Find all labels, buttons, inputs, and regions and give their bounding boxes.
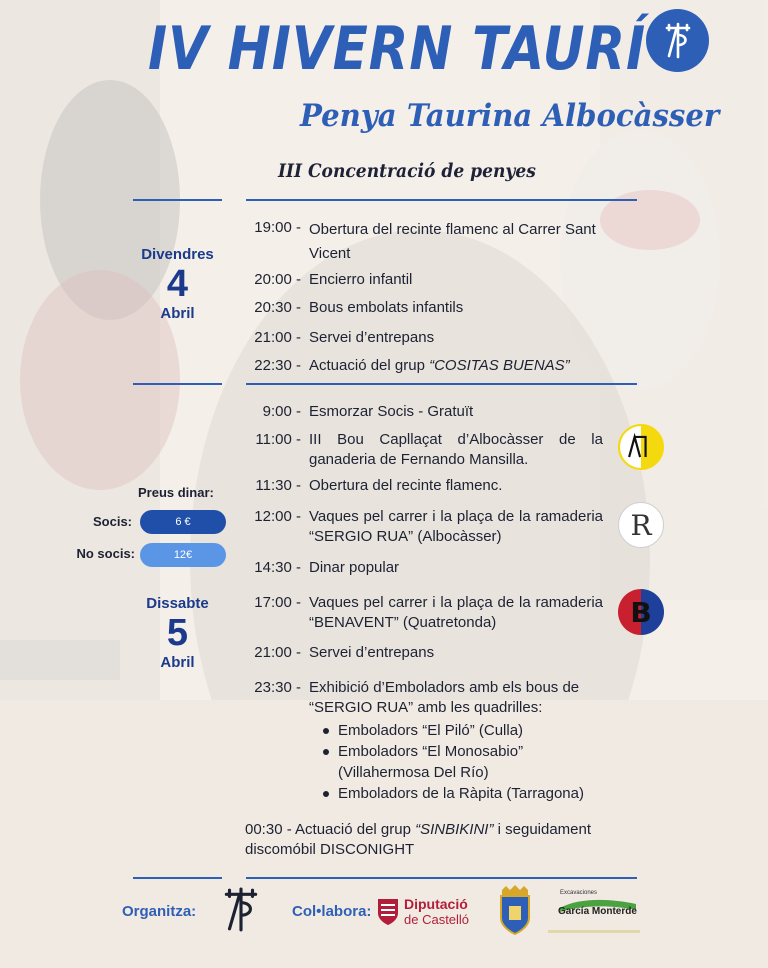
members-price-pill: 6 € bbox=[140, 510, 226, 534]
event-time: 9:00 - bbox=[262, 403, 301, 420]
brand-letter: R bbox=[630, 508, 652, 542]
diputacio-emblem-icon bbox=[376, 897, 400, 927]
brand-letter: B bbox=[630, 595, 652, 629]
event-time: 19:00 - bbox=[254, 219, 301, 236]
event-description: Servei d’entrepans bbox=[309, 329, 435, 346]
mansilla-ganaderia-badge bbox=[618, 424, 664, 470]
list-item: Emboladors “El Piló” (Culla) bbox=[320, 720, 584, 741]
event-description: Vaques pel carrer i la plaça de la ramaderia “BENAVENT” (Quatretonda) bbox=[309, 594, 603, 631]
sponsor-name: García Monterde bbox=[558, 906, 637, 917]
divider bbox=[246, 199, 637, 201]
trident-logo-icon bbox=[658, 21, 698, 61]
lunch-prices-title: Preus dinar: bbox=[138, 485, 214, 500]
event-time: 11:00 - bbox=[255, 431, 301, 448]
event-description: Encierro infantil bbox=[309, 271, 413, 288]
ganaderia-brand-icon bbox=[620, 424, 662, 470]
event-description: Dinar popular bbox=[309, 559, 400, 576]
event-description: Esmorzar Socis - Gratuït bbox=[309, 403, 474, 420]
event-time: 21:00 - bbox=[254, 644, 301, 661]
divider bbox=[246, 877, 637, 879]
diputacio-logo bbox=[376, 894, 478, 930]
event-time: 22:30 - bbox=[254, 357, 301, 374]
trident-logo-icon bbox=[220, 887, 262, 933]
sponsor-small-text: Excavaciones bbox=[560, 890, 598, 896]
members-price-label: Socis: bbox=[92, 514, 132, 529]
non-members-price-label: No socis: bbox=[76, 546, 135, 561]
event-time: 11:30 - bbox=[255, 477, 301, 494]
event-description bbox=[309, 356, 570, 376]
event-time: 20:00 - bbox=[254, 271, 301, 288]
day-block-saturday bbox=[140, 595, 215, 671]
town-coat-of-arms-icon bbox=[498, 884, 532, 936]
event-time: 20:30 - bbox=[254, 299, 301, 316]
divider bbox=[133, 383, 222, 385]
organizer-label: Organitza: bbox=[122, 903, 197, 920]
collaborator-label: Col•labora: bbox=[292, 903, 372, 920]
event-text: i seguidament discomóbil DISCONIGHT bbox=[245, 821, 592, 858]
sponsor-logo bbox=[548, 890, 644, 934]
event-description: Obertura del recinte flamenc. bbox=[309, 477, 503, 494]
day-number: 4 bbox=[166, 263, 189, 305]
page-title: IV HIVERN TAURÍ bbox=[148, 14, 647, 84]
event-time: 12:00 - bbox=[254, 508, 301, 525]
event-time: 00:30 - bbox=[245, 821, 292, 838]
month-label: Abril bbox=[160, 654, 195, 671]
event-time: 17:00 - bbox=[254, 594, 301, 611]
diputacio-name: de Castelló bbox=[404, 912, 470, 927]
event-text: Actuació del grup bbox=[295, 821, 416, 838]
non-members-price-pill: 12€ bbox=[140, 543, 226, 567]
event-text: Actuació del grup bbox=[309, 357, 430, 374]
band-name: “SINBIKINI” bbox=[415, 821, 494, 838]
event-description: Servei d’entrepans bbox=[309, 644, 435, 661]
event-description: III Bou Capllaçat d’Albocàsser de la ganaderia de Fernando Mansilla. bbox=[309, 431, 603, 468]
closing-event-text bbox=[245, 820, 645, 860]
organizer-subtitle: Penya Taurina Albocàsser bbox=[300, 98, 720, 134]
event-description: Obertura del recinte flamenc al Carrer Sant Vicent bbox=[309, 221, 596, 262]
divider bbox=[246, 383, 637, 385]
benavent-ganaderia-badge bbox=[618, 589, 664, 635]
list-item: Emboladors “El Monosabio” (Villahermosa Del Río) bbox=[320, 741, 530, 783]
penya-logo-badge bbox=[646, 9, 709, 72]
diputacio-name: Diputació bbox=[404, 896, 468, 912]
month-label: Abril bbox=[160, 305, 195, 322]
weekday-label: Dissabte bbox=[146, 595, 209, 612]
day-block-friday bbox=[140, 246, 215, 322]
list-item: Emboladors de la Ràpita (Tarragona) bbox=[320, 783, 584, 804]
event-time: 21:00 - bbox=[254, 329, 301, 346]
band-name: “COSITAS BUENAS” bbox=[429, 357, 570, 374]
day-number: 5 bbox=[166, 612, 189, 654]
sponsor-underline bbox=[548, 930, 640, 933]
divider bbox=[133, 877, 222, 879]
event-tagline: III Concentració de penyes bbox=[278, 160, 536, 182]
sergio-rua-ganaderia-badge bbox=[618, 502, 664, 548]
event-description: Bous embolats infantils bbox=[309, 299, 464, 316]
event-time: 23:30 - bbox=[254, 679, 301, 696]
event-description: Exhibició d’Emboladors amb els bous de “SERGIO RUA” amb les quadrilles: bbox=[309, 679, 580, 716]
quadrilles-list bbox=[320, 720, 584, 804]
divider bbox=[133, 199, 222, 201]
closing-event bbox=[245, 820, 645, 860]
weekday-label: Divendres bbox=[141, 246, 214, 263]
event-time: 14:30 - bbox=[254, 559, 301, 576]
event-description: Vaques pel carrer i la plaça de la ramaderia “SERGIO RUA” (Albocàsser) bbox=[309, 508, 603, 545]
